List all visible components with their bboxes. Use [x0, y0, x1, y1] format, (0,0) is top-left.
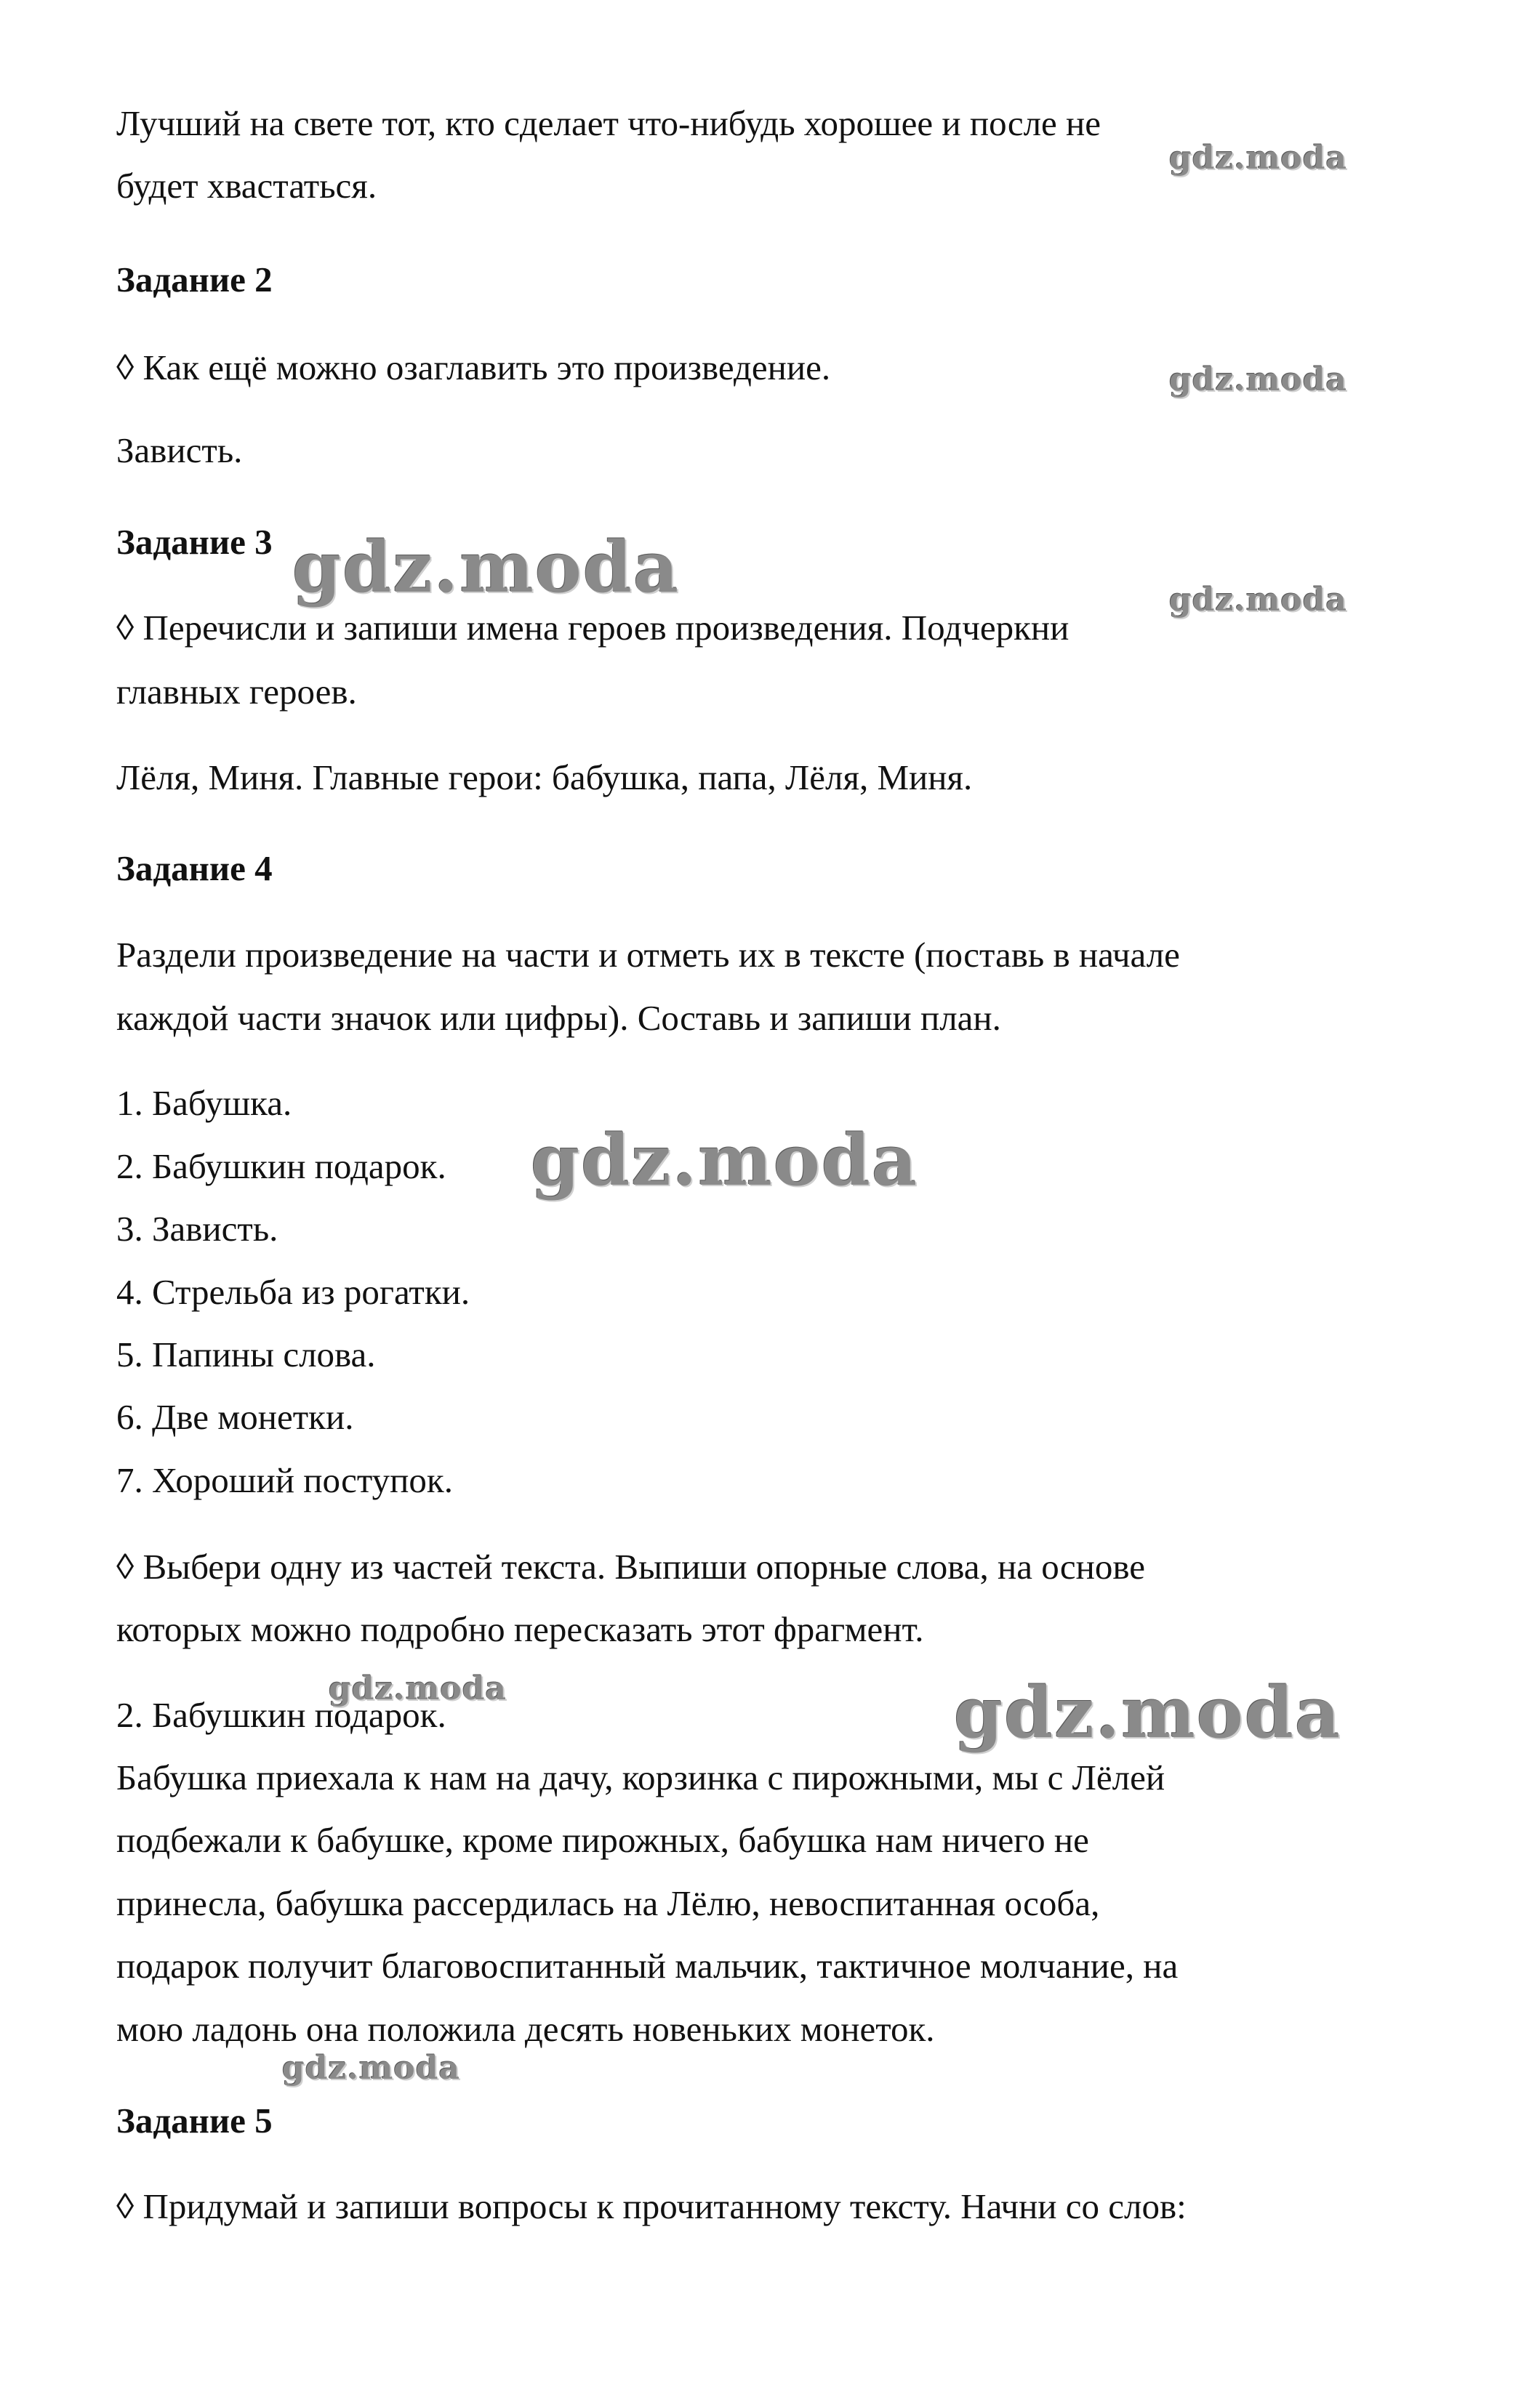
plan-item: 7. Хороший поступок. — [116, 1460, 453, 1500]
part-text-line: мою ладонь она положила десять новеньких монеток. — [116, 2009, 935, 2049]
watermark: gdz.moda — [1169, 361, 1348, 398]
watermark: gdz.moda — [1169, 140, 1348, 177]
plan-item: 6. Две монетки. — [116, 1397, 354, 1437]
watermark: gdz.moda — [292, 526, 681, 608]
task-answer: Лёля, Миня. Главные герои: бабушка, папа, Лёля, Миня. — [116, 757, 973, 797]
watermark: gdz.moda — [329, 1670, 507, 1707]
watermark: gdz.moda — [954, 1672, 1342, 1754]
task-heading-4: Задание 4 — [116, 848, 273, 888]
task-heading-5: Задание 5 — [116, 2101, 273, 2141]
part-text-line: подарок получит благовоспитанный мальчик, тактичное молчание, на — [116, 1946, 1179, 1986]
plan-item: 3. Зависть. — [116, 1209, 278, 1249]
plan-item: 4. Стрельба из рогатки. — [116, 1272, 470, 1312]
task-question: ◊ Придумай и запиши вопросы к прочитанному тексту. Начни со слов: — [116, 2186, 1187, 2226]
watermark: gdz.moda — [531, 1119, 919, 1201]
task-question: Раздели произведение на части и отметь их в тексте (поставь в начале — [116, 935, 1180, 975]
watermark: gdz.moda — [1169, 581, 1348, 619]
task-answer: Зависть. — [116, 430, 243, 470]
part-title: 2. Бабушкин подарок. — [116, 1695, 446, 1735]
plan-item: 5. Папины слова. — [116, 1334, 376, 1374]
watermark: gdz.moda — [282, 2050, 461, 2087]
task-question: каждой части значок или цифры). Составь и запиши план. — [116, 998, 1001, 1038]
part-text-line: Бабушка приехала к нам на дачу, корзинка с пирожными, мы с Лёлей — [116, 1757, 1165, 1797]
task-question: ◊ Как ещё можно озаглавить это произведение. — [116, 347, 831, 387]
plan-item: 1. Бабушка. — [116, 1083, 292, 1123]
text-line: Лучший на свете тот, кто сделает что-нибудь хорошее и после не — [116, 103, 1101, 143]
task-question: ◊ Перечисли и запиши имена героев произведения. Подчеркни — [116, 608, 1069, 648]
plan-item: 2. Бабушкин подарок. — [116, 1146, 446, 1186]
task-heading-3: Задание 3 — [116, 522, 273, 562]
part-text-line: подбежали к бабушке, кроме пирожных, бабушка нам ничего не — [116, 1820, 1089, 1860]
part-text-line: принесла, бабушка рассердилась на Лёлю, невоспитанная особа, — [116, 1883, 1100, 1923]
task-question: которых можно подробно пересказать этот фрагмент. — [116, 1609, 924, 1649]
task-question: главных героев. — [116, 672, 357, 712]
task-question: ◊ Выбери одну из частей текста. Выпиши опорные слова, на основе — [116, 1547, 1145, 1587]
text-line: будет хвастаться. — [116, 166, 377, 206]
task-heading-2: Задание 2 — [116, 259, 273, 299]
